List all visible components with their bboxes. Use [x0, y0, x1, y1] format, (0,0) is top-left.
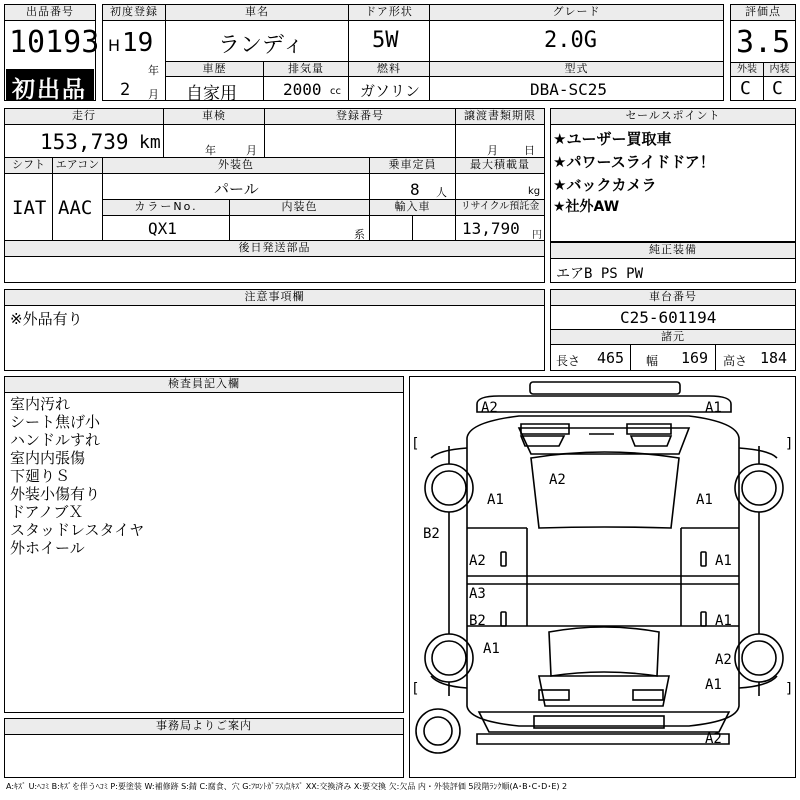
month: 2	[120, 80, 131, 100]
score: 3.5	[736, 25, 791, 60]
inspector-line-2: シート焦げ小	[10, 413, 101, 431]
lot-number-label: 出品番号	[5, 5, 95, 21]
inspector-line-5: 下廻りＳ	[10, 467, 71, 485]
ext-label: 外装	[731, 63, 763, 77]
inspector-line-3: ハンドルすれ	[10, 431, 101, 449]
recycle-label: リサイクル預託金	[456, 200, 544, 216]
sales-points-label: セールスポイント	[551, 109, 795, 125]
ext-grade: C	[740, 78, 751, 99]
grade-label: グレード	[430, 5, 723, 21]
first-reg-label: 初度登録	[103, 5, 165, 21]
shift: IAT	[12, 197, 47, 219]
shift-label: シフト	[5, 158, 52, 174]
notes-value: ※外品有り	[10, 310, 83, 328]
inspector-label: 検査員記入欄	[5, 377, 403, 393]
transfer-day: 日	[524, 144, 535, 157]
bracket-left-bottom: [	[411, 681, 420, 697]
inspection-label: 車検	[164, 109, 264, 125]
mark-right-tail: A1	[705, 677, 722, 693]
year: 19	[122, 28, 154, 58]
ac-label: エアコン	[53, 158, 102, 174]
inspector-line-7: ドアノブＸ	[10, 503, 84, 521]
length-value: 465	[597, 349, 625, 367]
mark-left-quarter: A1	[483, 641, 500, 657]
door-type: 5W	[372, 28, 399, 53]
bracket-right-top: ]	[785, 436, 794, 452]
later-parts-label: 後日発送部品	[5, 241, 544, 257]
int-label: 内装	[764, 63, 795, 77]
car-name: ランディ	[218, 33, 305, 58]
lot-number-box	[4, 4, 100, 103]
mark-left-front-door: A2	[469, 553, 486, 569]
chassis-number: C25-601194	[620, 308, 717, 327]
equipment-value: エアB PS PW	[556, 266, 644, 282]
mileage-label: 走行	[5, 109, 163, 125]
capacity-label: 乗車定員	[370, 158, 455, 174]
model-label: 型式	[430, 62, 723, 77]
sales-point-2: ★パワースライドドア！	[553, 153, 715, 171]
mark-right-quarter: A2	[715, 652, 732, 668]
sales-point-4: ★社外AW	[553, 199, 620, 215]
model: DBA-SC25	[530, 80, 608, 99]
sales-point-3: ★バックカメラ	[553, 176, 657, 194]
history: 自家用	[186, 84, 237, 104]
plate-label: 登録番号	[265, 109, 455, 125]
chassis-label: 車台番号	[551, 290, 795, 306]
width-value: 169	[681, 349, 709, 367]
mark-right-rear-door: A1	[715, 613, 732, 629]
inspector-line-1: 室内汚れ	[10, 395, 71, 413]
import-label: 輸入車	[370, 200, 455, 216]
displacement: 2000	[283, 80, 322, 99]
era: H	[108, 36, 121, 55]
year-unit: 年	[148, 64, 159, 77]
sales-point-1: ★ユーザー買取車	[553, 130, 672, 148]
mark-front-left: A2	[481, 400, 498, 416]
dims-label: 諸元	[551, 330, 795, 345]
capacity: 8	[410, 180, 420, 199]
inspection-year: 年	[205, 144, 216, 157]
lot-number: 10193	[9, 25, 100, 60]
mark-left-rear-1: A3	[469, 586, 486, 602]
legend: A:ｷｽﾞ U:ﾍｺﾐ B:ｷｽﾞを伴うﾍｺﾐ P:要塗装 W:補修跡 S:錆 C:腐食、穴 G:ﾌﾛﾝﾄｶﾞﾗｽ点ｷｽﾞ XX:交換済み X:要交換 欠:欠品 内・外装評価 5段階ﾗﾝｸ順(A･B･C･D･E) 2	[6, 782, 568, 791]
length-label: 長さ	[556, 354, 581, 368]
color-label: 外装色	[103, 158, 369, 174]
color-no: QX1	[148, 219, 177, 238]
mark-left-front-fender: A1	[487, 492, 504, 508]
mileage: 153,739	[40, 130, 129, 154]
bracket-right-bottom: ]	[785, 681, 794, 697]
interior-color-label: 内装色	[230, 200, 369, 216]
interior-unit: 系	[354, 228, 365, 241]
sales-points-box	[550, 108, 796, 242]
recycle-amount: 13,790	[462, 219, 520, 238]
mark-right-front-fender: A1	[696, 492, 713, 508]
width-label: 幅	[646, 354, 659, 368]
fuel: ガソリン	[360, 82, 421, 100]
mark-rear-bumper: A2	[705, 731, 722, 747]
notes-label: 注意事項欄	[5, 290, 544, 306]
bracket-left-top: [	[411, 436, 420, 452]
height-label: 高さ	[723, 354, 748, 368]
color-no-label: カラーNo.	[103, 200, 229, 216]
mark-left-side: B2	[423, 526, 440, 542]
inspection-month: 月	[246, 144, 257, 157]
grade: 2.0G	[544, 28, 597, 53]
inspector-line-4: 室内内張傷	[10, 449, 86, 467]
capacity-unit: 人	[436, 186, 447, 199]
car-name-label: 車名	[166, 5, 348, 21]
mark-front-right: A1	[705, 400, 722, 416]
km-unit: km	[139, 132, 161, 153]
inspector-line-8: スタッドレスタイヤ	[10, 521, 145, 539]
inspector-line-6: 外装小傷有り	[10, 485, 101, 503]
car-diagram	[409, 376, 796, 778]
ac: AAC	[58, 197, 93, 219]
equipment-label: 純正装備	[551, 243, 795, 259]
mark-roof: A2	[549, 472, 566, 488]
mark-right-front-door: A1	[715, 553, 732, 569]
transfer-label: 譲渡書類期限	[456, 109, 544, 125]
yen-unit: 円	[532, 230, 542, 241]
mark-left-rear-2: B2	[469, 613, 486, 629]
month-unit: 月	[148, 88, 159, 101]
displacement-label: 排気量	[264, 62, 348, 77]
load-label: 最大積載量	[456, 158, 544, 174]
first-listing-text: 初出品	[12, 77, 87, 103]
office-label: 事務局よりご案内	[5, 719, 403, 735]
exterior-color: パール	[214, 180, 259, 198]
score-label: 評価点	[731, 5, 795, 21]
height-value: 184	[760, 349, 788, 367]
int-grade: C	[772, 78, 783, 99]
history-label: 車歴	[166, 62, 263, 77]
door-label: ドア形状	[349, 5, 429, 21]
load-unit: kg	[528, 186, 541, 197]
inspector-line-9: 外ホイール	[10, 539, 85, 557]
fuel-label: 燃料	[349, 62, 429, 77]
cc-unit: cc	[330, 86, 341, 97]
transfer-month: 月	[487, 144, 498, 157]
